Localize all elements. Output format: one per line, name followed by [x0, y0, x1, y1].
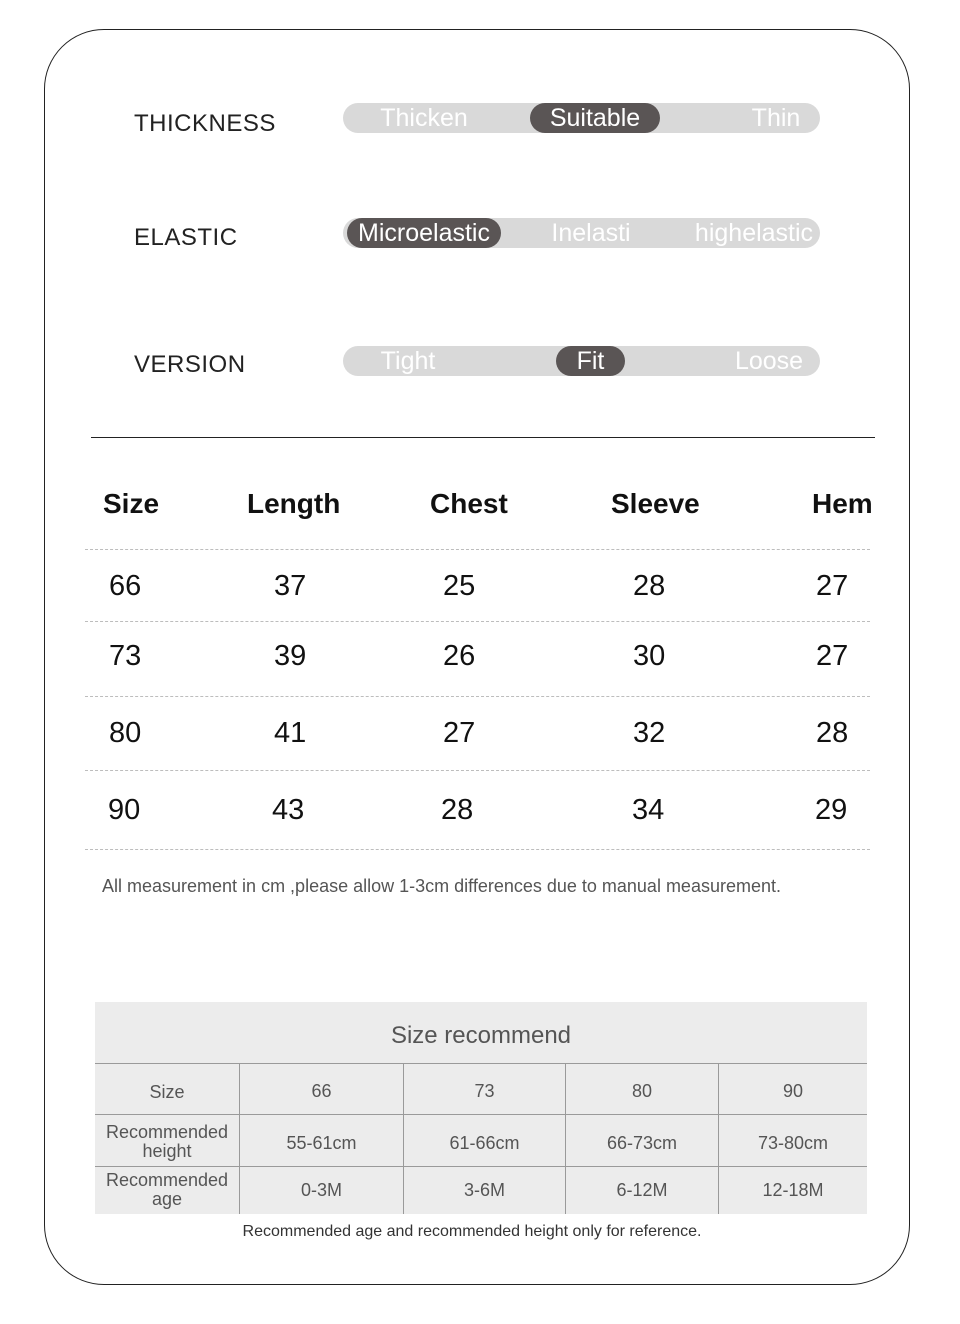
- recommend-title: Size recommend: [390, 1022, 572, 1049]
- recommend-size-66: 66: [311, 1081, 332, 1101]
- cell-length: 43: [272, 794, 305, 826]
- cell-hem: 29: [815, 794, 848, 826]
- elastic-option-highelastic: highelastic: [694, 219, 814, 247]
- grid-line: [95, 1166, 867, 1167]
- label-line: age: [151, 1189, 183, 1209]
- version-scale: [343, 346, 820, 376]
- measurement-note: All measurement in cm ,please allow 1-3cm differences due to manual measurement.: [102, 876, 781, 896]
- section-divider: [91, 437, 875, 438]
- recommend-size-73: 73: [474, 1081, 495, 1101]
- cell-hem: 28: [816, 717, 849, 749]
- row-divider: [85, 770, 870, 771]
- cell-sleeve: 28: [633, 570, 666, 602]
- row-divider: [85, 849, 870, 850]
- recommend-row-label-age: [95, 1171, 239, 1209]
- cell-sleeve: 34: [632, 794, 665, 826]
- recommend-row-label-size: Size: [149, 1082, 185, 1102]
- cell-hem: 27: [816, 570, 849, 602]
- label-line: height: [142, 1141, 192, 1161]
- cell-chest: 27: [443, 717, 476, 749]
- cell-chest: 25: [443, 570, 476, 602]
- recommend-size-90: 90: [782, 1081, 804, 1101]
- cell-sleeve: 32: [633, 717, 666, 749]
- header-hem: Hem: [812, 488, 873, 519]
- cell-hem: 27: [816, 640, 849, 672]
- thickness-option-thicken: Thicken: [380, 104, 468, 132]
- elastic-label: ELASTIC: [134, 224, 238, 251]
- cell-chest: 26: [443, 640, 476, 672]
- header-size: Size: [103, 488, 160, 519]
- version-option-loose: Loose: [734, 347, 804, 375]
- cell-sleeve: 30: [633, 640, 666, 672]
- recommend-row-label-height: [95, 1123, 239, 1161]
- cell-length: 39: [274, 640, 307, 672]
- version-option-tight: Tight: [380, 347, 436, 375]
- label-line: Recommended: [105, 1170, 229, 1190]
- version-option-fit: Fit: [556, 346, 625, 376]
- recommend-size-80: 80: [631, 1081, 653, 1101]
- size-recommend-table: [95, 1002, 867, 1214]
- recommend-age-66: 0-3M: [300, 1180, 342, 1200]
- header-chest: Chest: [430, 488, 508, 519]
- grid-line: [95, 1063, 867, 1064]
- elastic-option-microelastic: Microelastic: [347, 218, 501, 248]
- thickness-option-thin: Thin: [751, 104, 801, 132]
- row-divider: [85, 696, 870, 697]
- cell-size: 66: [109, 570, 142, 602]
- header-length: Length: [247, 488, 341, 519]
- elastic-option-inelasti: Inelasti: [551, 219, 631, 247]
- cell-length: 37: [274, 570, 307, 602]
- recommend-height-73: 61-66cm: [449, 1133, 520, 1153]
- grid-line: [95, 1114, 867, 1115]
- version-label: VERSION: [134, 351, 246, 378]
- cell-chest: 28: [441, 794, 474, 826]
- recommend-height-80: 66-73cm: [606, 1133, 678, 1153]
- cell-length: 41: [274, 717, 307, 749]
- recommend-age-90: 12-18M: [762, 1180, 824, 1200]
- cell-size: 80: [109, 717, 142, 749]
- recommend-height-90: 73-80cm: [757, 1133, 829, 1153]
- thickness-option-suitable: Suitable: [530, 103, 660, 133]
- header-sleeve: Sleeve: [611, 488, 700, 519]
- cell-size: 90: [108, 794, 141, 826]
- label-line: Recommended: [105, 1122, 229, 1142]
- row-divider: [85, 621, 870, 622]
- row-divider: [85, 549, 870, 550]
- recommend-age-80: 6-12M: [616, 1180, 668, 1200]
- elastic-scale: [343, 218, 820, 248]
- thickness-label: THICKNESS: [134, 110, 276, 137]
- footer-note: Recommended age and recommended height only for reference.: [242, 1223, 702, 1240]
- recommend-age-73: 3-6M: [463, 1180, 505, 1200]
- recommend-height-66: 55-61cm: [286, 1133, 357, 1153]
- thickness-scale: [343, 103, 820, 133]
- cell-size: 73: [109, 640, 142, 672]
